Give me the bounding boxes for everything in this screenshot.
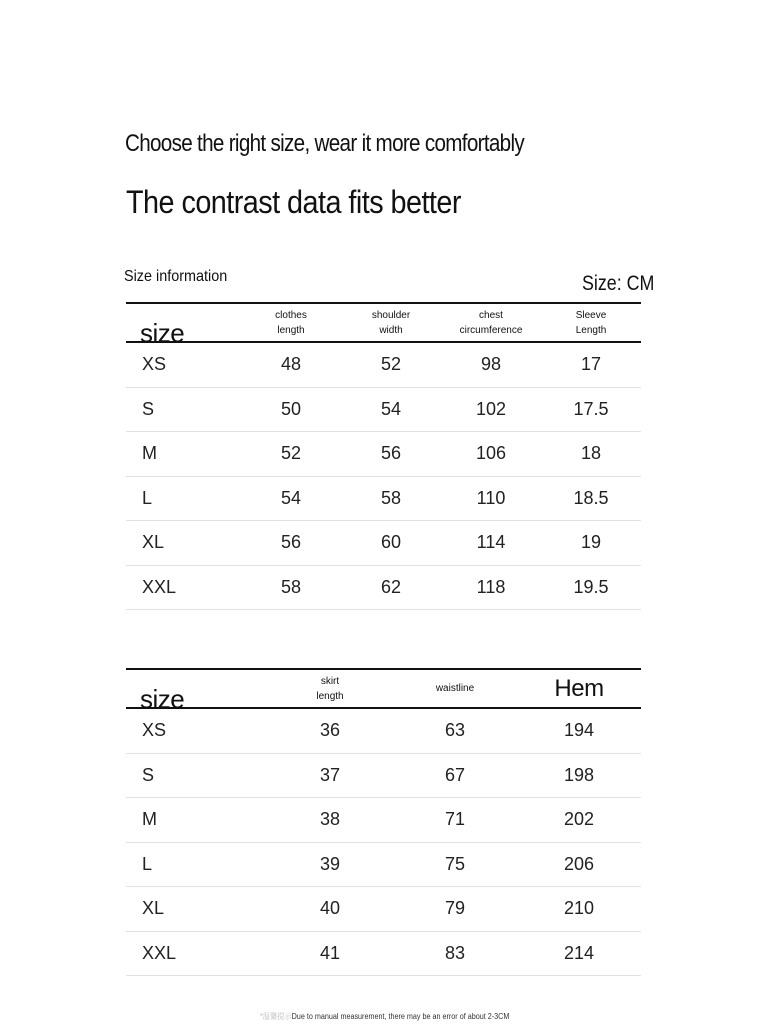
measurement-footnote [260,1011,509,1022]
tagline: Choose the right size, wear it more comfortably [125,130,524,157]
table-row [126,388,641,433]
size-cell: L [142,487,153,508]
measurement-cell: 18 [580,443,602,464]
size-cell: M [142,809,157,830]
size-information-label: Size information [124,268,228,285]
size-table-bottom [126,668,641,976]
measurement-cell: 71 [444,809,466,830]
table-row [126,709,641,754]
measurement-cell: 18.5 [573,487,609,508]
table-row [126,343,641,388]
column-header: skirt length [316,675,344,702]
measurement-cell: 19.5 [573,576,609,597]
size-cell: XS [142,720,167,741]
table-row [126,521,641,566]
measurement-cell: 60 [380,532,402,553]
measurement-cell: 37 [319,764,341,785]
measurement-cell: 214 [563,942,595,963]
measurement-cell: 40 [319,898,341,919]
measurement-cell: 206 [563,853,595,874]
measurement-cell: 38 [319,809,341,830]
column-header: clothes length [275,309,307,336]
measurement-cell: 17 [580,354,602,375]
size-table-top [126,302,641,610]
measurement-cell: 67 [444,764,466,785]
size-cell: XXL [142,942,177,963]
measurement-cell: 56 [280,532,302,553]
measurement-cell: 52 [280,443,302,464]
size-cell: XL [142,898,165,919]
unit-label: Size: CM [582,272,655,295]
size-cell: S [142,398,155,419]
measurement-cell: 52 [380,354,402,375]
measurement-cell: 62 [380,576,402,597]
size-cell: XXL [142,576,177,597]
measurement-cell: 54 [280,487,302,508]
measurement-cell: 48 [280,354,302,375]
page-title: The contrast data fits better [126,184,461,220]
measurement-cell: 198 [563,764,595,785]
table-row [126,566,641,611]
column-header: Sleeve Length [575,309,607,336]
measurement-cell: 19 [580,532,602,553]
footnote-text: Due to manual measurement, there may be an error of about 2-3CM [291,1012,510,1021]
column-header: size [140,684,185,714]
measurement-cell: 110 [476,487,506,508]
size-cell: XL [142,532,165,553]
measurement-cell: 114 [476,532,506,553]
table-row [126,477,641,522]
table-header [126,302,641,348]
measurement-cell: 63 [444,720,466,741]
measurement-cell: 56 [380,443,402,464]
size-cell: L [142,853,153,874]
measurement-cell: 39 [319,853,341,874]
size-cell: S [142,764,155,785]
measurement-cell: 194 [563,720,595,741]
measurement-cell: 106 [475,443,507,464]
measurement-cell: 54 [380,398,402,419]
table-header [126,668,641,714]
footnote-prefix: *温馨提示 [260,1012,292,1021]
size-cell: XS [142,354,167,375]
table-row [126,798,641,843]
measurement-cell: 98 [480,354,502,375]
measurement-cell: 75 [444,853,466,874]
measurement-cell: 210 [563,898,595,919]
measurement-cell: 41 [319,942,341,963]
measurement-cell: 58 [280,576,302,597]
measurement-cell: 202 [563,809,595,830]
table-row [126,432,641,477]
measurement-cell: 50 [280,398,302,419]
table-row [126,754,641,799]
column-header: waistline [435,683,475,694]
size-cell: M [142,443,157,464]
measurement-cell: 79 [444,898,466,919]
measurement-cell: 118 [476,576,506,597]
measurement-cell: 36 [319,720,341,741]
table-row [126,843,641,888]
column-header: size [140,318,185,348]
measurement-cell: 17.5 [573,398,609,419]
table-row [126,932,641,977]
column-header: chest circumference [459,309,523,336]
measurement-cell: 102 [475,398,507,419]
column-header: shoulder width [371,309,411,336]
table-row [126,887,641,932]
measurement-cell: 83 [444,942,466,963]
measurement-cell: 58 [380,487,402,508]
column-header: Hem [554,675,604,702]
